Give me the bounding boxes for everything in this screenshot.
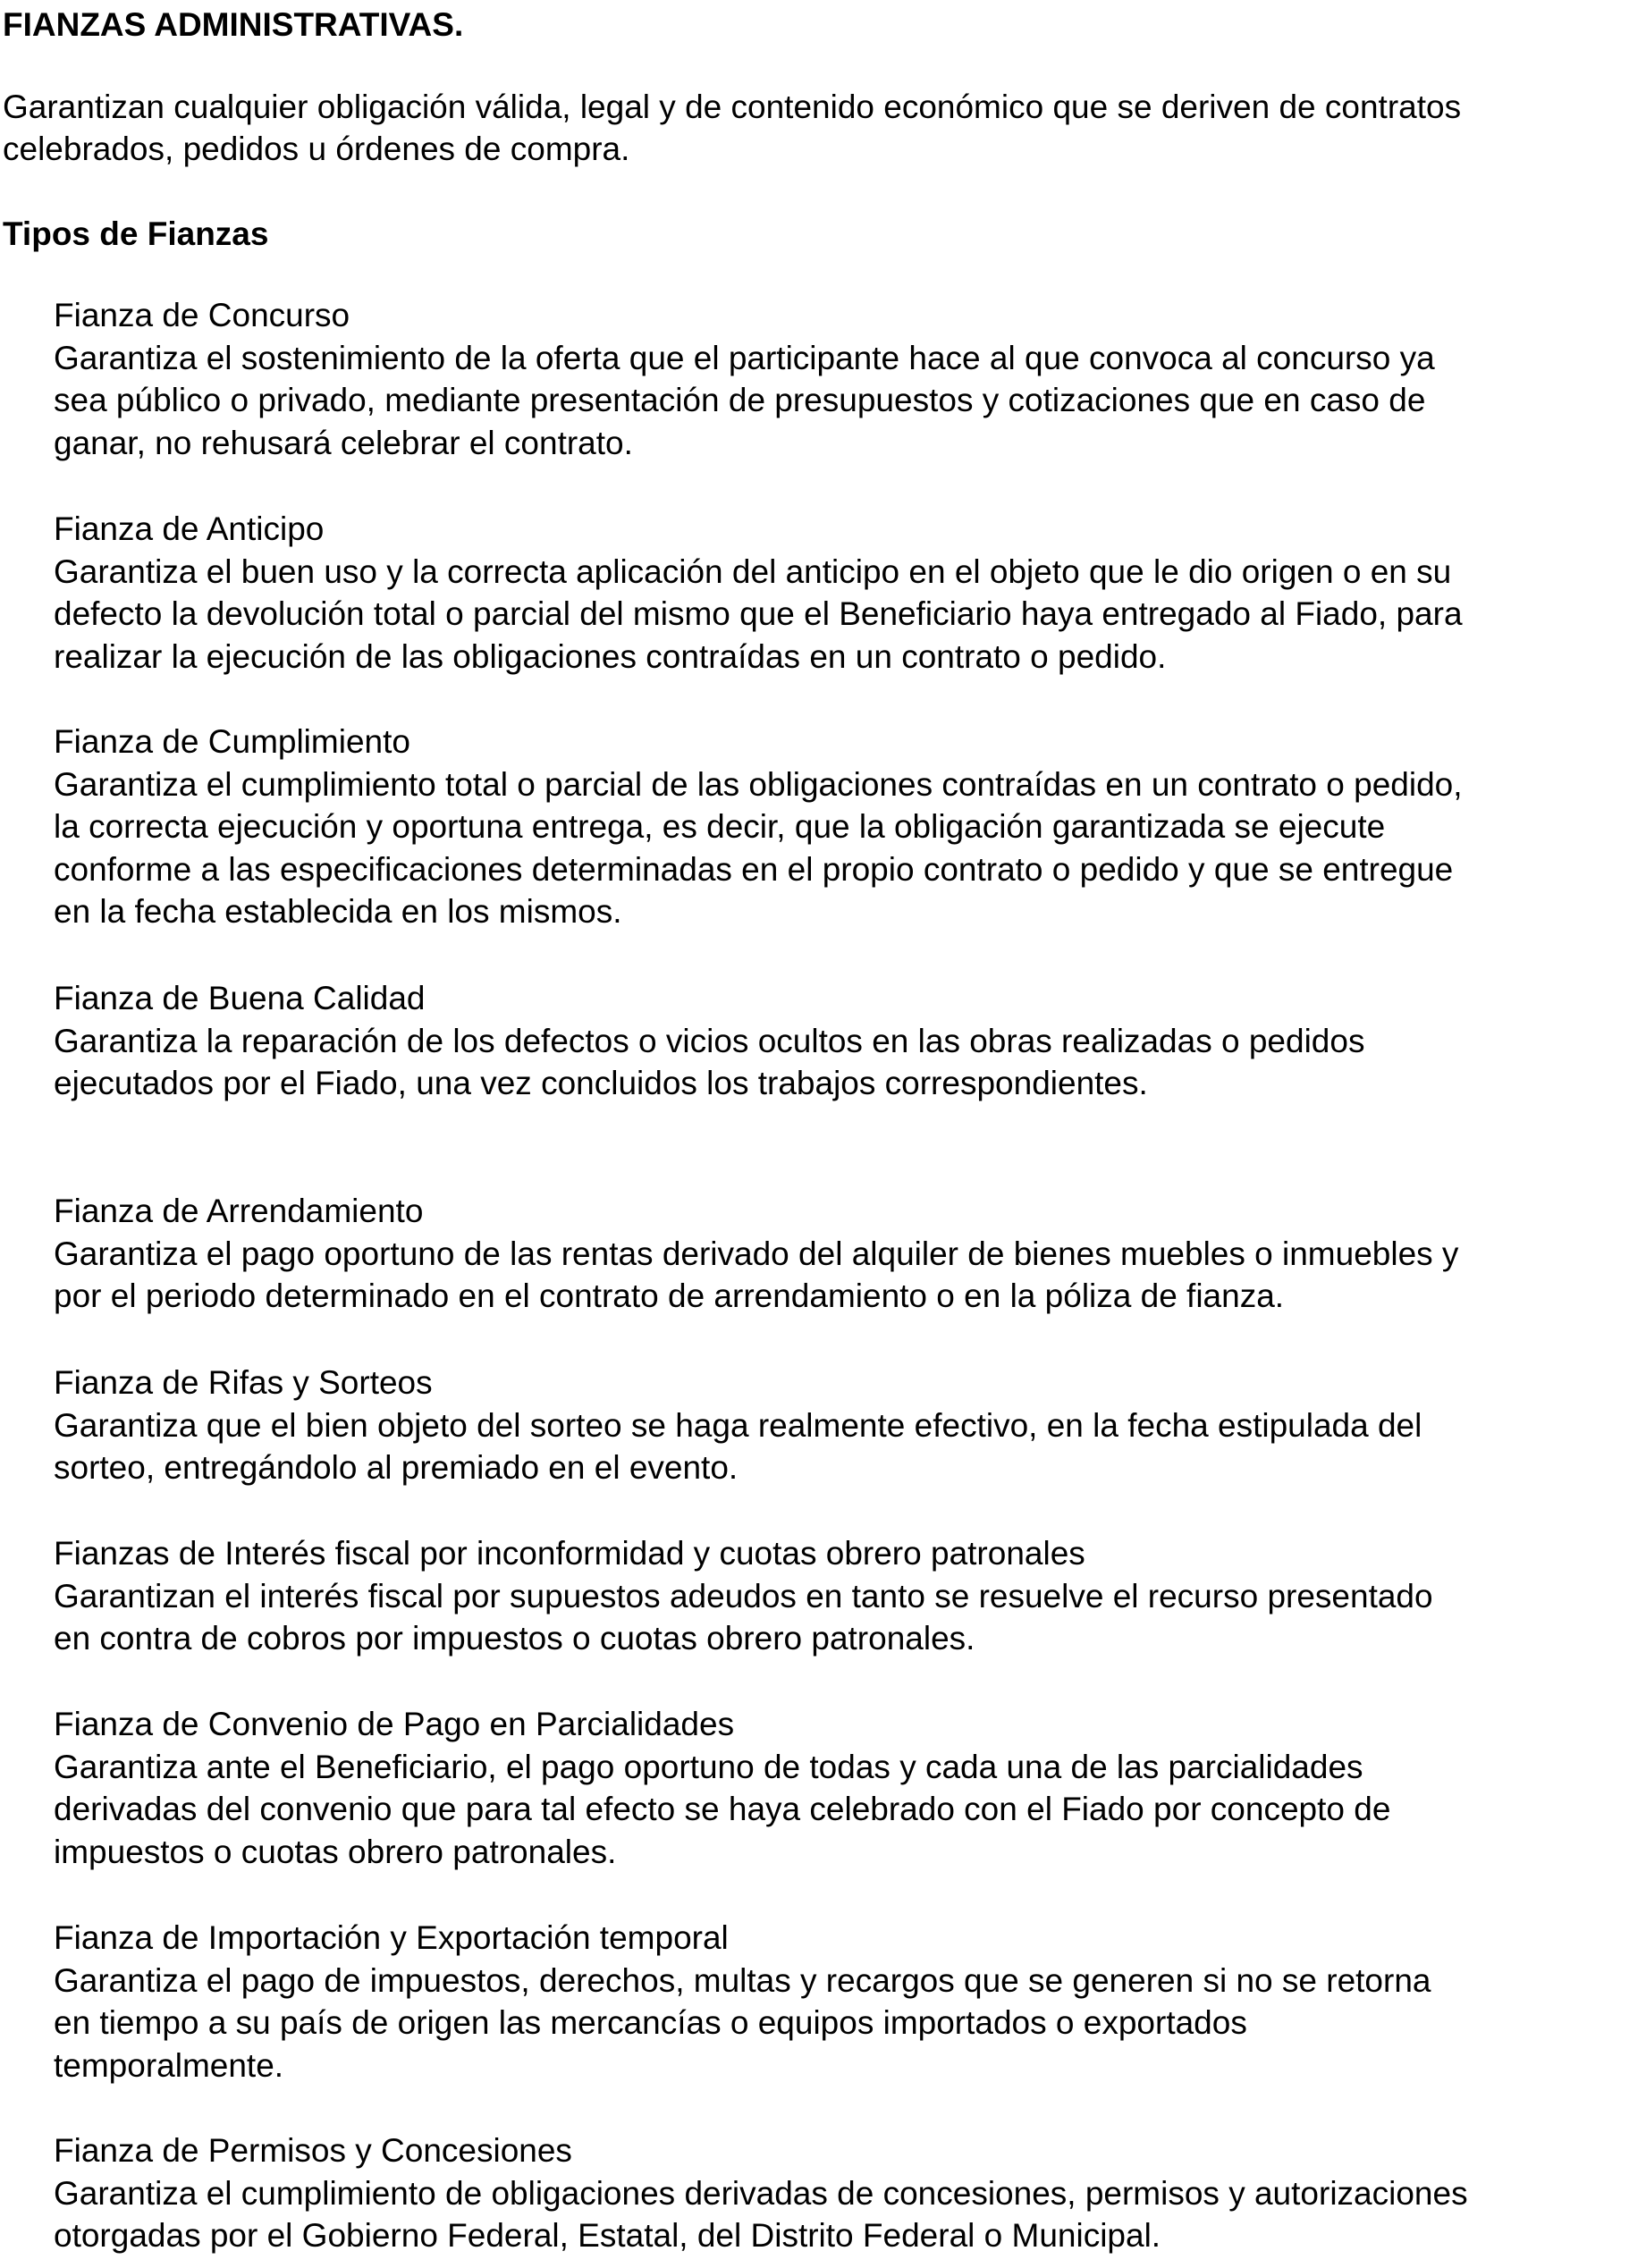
fianza-description-line: ganar, no rehusará celebrar el contrato.	[54, 424, 633, 461]
fianza-description-line: temporalmente.	[54, 2046, 284, 2084]
fianza-description-line: en tiempo a su país de origen las mercancías o equipos importados o exportados	[54, 2004, 1247, 2041]
fianza-description-line: Garantizan el interés fiscal por supuestos adeudos en tanto se resuelve el recurso presentado	[54, 1577, 1433, 1615]
fianza-description-line: otorgadas por el Gobierno Federal, Estatal, del Distrito Federal o Municipal.	[54, 2217, 1161, 2254]
fianza-description-line: derivadas del convenio que para tal efecto se haya celebrado con el Fiado por concepto de	[54, 1791, 1391, 1827]
fianza-item-convenio-pago	[54, 1703, 1646, 1873]
fianza-item-buena-calidad	[54, 977, 1646, 1105]
fianza-item-cumplimiento	[54, 721, 1646, 933]
fianza-description-line: Garantiza el buen uso y la correcta aplicación del anticipo en el objeto que le dio origen o en su	[54, 552, 1452, 590]
fianza-description-line: ejecutados por el Fiado, una vez concluidos los trabajos correspondientes.	[54, 1065, 1148, 1101]
fianza-description-line: realizar la ejecución de las obligaciones contraídas en un contrato o pedido.	[54, 637, 1167, 675]
fianza-name: Fianza de Concurso	[54, 297, 350, 333]
fianza-item-importacion-exportacion	[54, 1917, 1646, 2087]
fianza-description-line: sorteo, entregándolo al premiado en el evento.	[54, 1449, 739, 1486]
fianza-description-line: Garantiza la reparación de los defectos o vicios ocultos en las obras realizadas o pedidos	[54, 1022, 1365, 1059]
intro-paragraph	[3, 86, 1646, 170]
fianza-item-interes-fiscal	[54, 1532, 1646, 1660]
fianza-description-line: Garantiza ante el Beneficiario, el pago oportuno de todas y cada una de las parcialidades	[54, 1748, 1363, 1785]
fianza-description-line: conforme a las especificaciones determinadas en el propio contrato o pedido y que se entregue	[54, 850, 1454, 888]
section-title: Tipos de Fianzas	[3, 215, 269, 252]
fianza-name: Fianza de Rifas y Sorteos	[54, 1364, 433, 1401]
fianza-item-concurso	[54, 294, 1646, 464]
fianza-name: Fianza de Buena Calidad	[54, 980, 426, 1016]
fianza-name: Fianza de Cumplimiento	[54, 723, 410, 760]
fianza-name: Fianzas de Interés fiscal por inconformidad y cuotas obrero patronales	[54, 1535, 1085, 1572]
fianza-description-line: Garantiza el pago de impuestos, derechos, multas y recargos que se generen si no se retorna	[54, 1961, 1431, 1999]
fianza-description-line: Garantiza que el bien objeto del sorteo se haga realmente efectivo, en la fecha estipulada del	[54, 1406, 1422, 1444]
fianza-description-line: Garantiza el cumplimiento total o parcial de las obligaciones contraídas en un contrato o pedido,	[54, 765, 1463, 803]
fianza-name: Fianza de Anticipo	[54, 510, 325, 547]
fianza-description-line: Garantiza el pago oportuno de las rentas derivado del alquiler de bienes muebles o inmuebles y	[54, 1235, 1459, 1272]
fianza-item-anticipo	[54, 508, 1646, 678]
fianza-description-line: defecto la devolución total o parcial del mismo que el Beneficiario haya entregado al Fiado, para	[54, 595, 1463, 632]
fianza-description-line: en contra de cobros por impuestos o cuotas obrero patronales.	[54, 1620, 975, 1657]
fianza-description-line: la correcta ejecución y oportuna entrega, es decir, que la obligación garantizada se ejecute	[54, 808, 1386, 845]
fianza-item-arrendamiento	[54, 1190, 1646, 1318]
document-title: FIANZAS ADMINISTRATIVAS.	[3, 6, 464, 43]
fianza-description-line: impuestos o cuotas obrero patronales.	[54, 1833, 617, 1870]
fianza-name: Fianza de Convenio de Pago en Parcialidades	[54, 1706, 735, 1742]
fianza-description-line: en la fecha establecida en los mismos.	[54, 893, 622, 930]
fianza-name: Fianza de Permisos y Concesiones	[54, 2132, 572, 2169]
fianza-description-line: por el periodo determinado en el contrato de arrendamiento o en la póliza de fianza.	[54, 1277, 1285, 1314]
intro-line: celebrados, pedidos u órdenes de compra.	[3, 131, 630, 167]
intro-line: Garantizan cualquier obligación válida, legal y de contenido económico que se deriven de contratos	[3, 89, 1462, 125]
fianza-name: Fianza de Importación y Exportación temporal	[54, 1919, 729, 1956]
fianza-item-permisos-concesiones	[54, 2129, 1646, 2257]
fianza-item-rifas-sorteos	[54, 1362, 1646, 1489]
fianza-name: Fianza de Arrendamiento	[54, 1193, 424, 1229]
fianza-description-line: Garantiza el sostenimiento de la oferta que el participante hace al que convoca al concurso ya	[54, 339, 1435, 376]
fianza-description-line: Garantiza el cumplimiento de obligaciones derivadas de concesiones, permisos y autorizaciones	[54, 2174, 1468, 2212]
fianza-description-line: sea público o privado, mediante presentación de presupuestos y cotizaciones que en caso de	[54, 382, 1426, 418]
